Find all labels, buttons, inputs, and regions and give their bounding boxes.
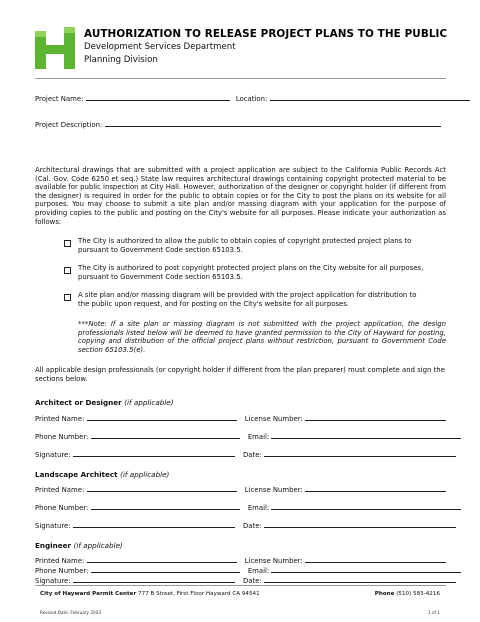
printed-name-label: Printed Name: <box>35 486 85 494</box>
architect-phone-field[interactable] <box>91 432 240 439</box>
option-2-text: The City is authorized to post copyright protected project plans on the City website for all purposes, pursuant to Government Code section 65103.5. <box>78 264 424 281</box>
option-1-text: The City is authorized to allow the public to obtain copies of copyright protected project plans to pursuant to Government Code section 65103.5. <box>78 237 412 254</box>
location-label: Location: <box>235 95 268 103</box>
project-description-field[interactable] <box>105 120 441 127</box>
email-label: Email: <box>247 433 270 441</box>
landscape-printed-name-field[interactable] <box>87 485 237 492</box>
project-description-label: Project Description: <box>35 121 103 129</box>
email-label: Email: <box>247 567 270 575</box>
architect-date-field[interactable] <box>264 450 456 457</box>
project-name-label: Project Name: <box>35 95 84 103</box>
landscape-row-2 <box>35 503 461 513</box>
printed-name-label: Printed Name: <box>35 415 85 423</box>
date-label: Date: <box>242 577 262 585</box>
permit-center-address: 777 B Street, First Floor Hayward CA 94541 <box>138 591 260 597</box>
date-label: Date: <box>242 451 262 459</box>
form-title: AUTHORIZATION TO RELEASE PROJECT PLANS TO THE PUBLIC <box>84 28 448 40</box>
license-number-label: License Number: <box>244 486 303 494</box>
footer-address <box>40 591 260 597</box>
division-name: Planning Division <box>84 55 158 65</box>
signature-label: Signature: <box>35 577 71 585</box>
section-engineer-title: Engineer (if applicable) <box>35 541 123 550</box>
engineer-phone-field[interactable] <box>91 566 240 573</box>
landscape-row-3 <box>35 521 456 531</box>
landscape-row-1 <box>35 485 446 495</box>
section-landscape-title: Landscape Architect (if applicable) <box>35 470 170 479</box>
architect-row-2 <box>35 432 461 442</box>
landscape-date-field[interactable] <box>264 521 456 528</box>
section-architect-title: Architect or Designer (if applicable) <box>35 398 174 407</box>
engineer-license-field[interactable] <box>305 556 446 563</box>
footer-divider <box>35 585 446 586</box>
landscape-phone-field[interactable] <box>91 503 240 510</box>
email-label: Email: <box>247 504 270 512</box>
engineer-row-1 <box>35 556 446 566</box>
location-field[interactable] <box>270 94 470 101</box>
engineer-printed-name-field[interactable] <box>87 556 237 563</box>
phone-number-label: Phone Number: <box>35 433 89 441</box>
signature-label: Signature: <box>35 522 71 530</box>
engineer-date-field[interactable] <box>264 576 456 583</box>
header-divider <box>35 78 446 79</box>
license-number-label: License Number: <box>244 415 303 423</box>
all-applicable-text: All applicable design professionals (or copyright holder if different from the plan preparer) must complete and sign the sections below. <box>35 366 445 383</box>
phone-label: Phone <box>374 591 395 597</box>
hayward-h-logo <box>35 27 75 69</box>
architect-license-field[interactable] <box>305 414 446 421</box>
option-3-text: A site plan and/or massing diagram will be provided with the project application for distribution to the public upon request, and for posting on the City's website for all purposes. <box>78 291 417 308</box>
department-name: Development Services Department <box>84 42 236 52</box>
landscape-signature-field[interactable] <box>73 521 235 528</box>
signature-label: Signature: <box>35 451 71 459</box>
engineer-signature-field[interactable] <box>73 576 235 583</box>
engineer-email-field[interactable] <box>271 566 461 573</box>
landscape-email-field[interactable] <box>271 503 461 510</box>
option-3-checkbox[interactable] <box>64 294 71 301</box>
phone-number-label: Phone Number: <box>35 504 89 512</box>
phone-number: (510) 583-4216 <box>396 591 440 597</box>
landscape-license-field[interactable] <box>305 485 446 492</box>
project-name-field[interactable] <box>86 94 230 101</box>
engineer-row-2 <box>35 566 461 576</box>
architect-row-3 <box>35 450 456 460</box>
intro-paragraph: Architectural drawings that are submitted with a project application are subject to the California Public Records Act (Cal. Gov. Code 6250 et seq.) State law requires architectural drawings containing copyright protected material to be available for public inspection at City Hall. However, authorization of the designer or copyright holder (if different from the designer) is required in order for the public to obtain copies or for the City to post the plans on its website for all purposes. You may choose to submit a site plan and/or massing diagram with your application for the purpose of providing copies to the public and posting on the City's website for all purposes. Please indicate your authorization as follows: <box>35 166 446 226</box>
date-label: Date: <box>242 522 262 530</box>
project-description-row <box>35 120 441 130</box>
option-1-checkbox[interactable] <box>64 240 71 247</box>
architect-signature-field[interactable] <box>73 450 235 457</box>
page-number: 1 of 1 <box>427 610 440 615</box>
printed-name-label: Printed Name: <box>35 557 85 565</box>
license-number-label: License Number: <box>244 557 303 565</box>
permit-center-name: City of Hayward Permit Center <box>40 591 137 597</box>
project-name-row <box>35 94 470 104</box>
phone-number-label: Phone Number: <box>35 567 89 575</box>
footer-phone <box>375 591 440 597</box>
architect-row-1 <box>35 414 446 424</box>
option-2-checkbox[interactable] <box>64 267 71 274</box>
architect-printed-name-field[interactable] <box>87 414 237 421</box>
architect-email-field[interactable] <box>271 432 461 439</box>
note-paragraph: ***Note: If a site plan or massing diagram is not submitted with the project application, the design professionals listed below will be deemed to have granted permission to the City of Hayward for posting, copying and distribution of the official project plans without restriction, pursuant to Government Code section 65103.5(e). <box>78 320 446 354</box>
revised-date: Revised Date: February 2023 <box>40 610 101 615</box>
